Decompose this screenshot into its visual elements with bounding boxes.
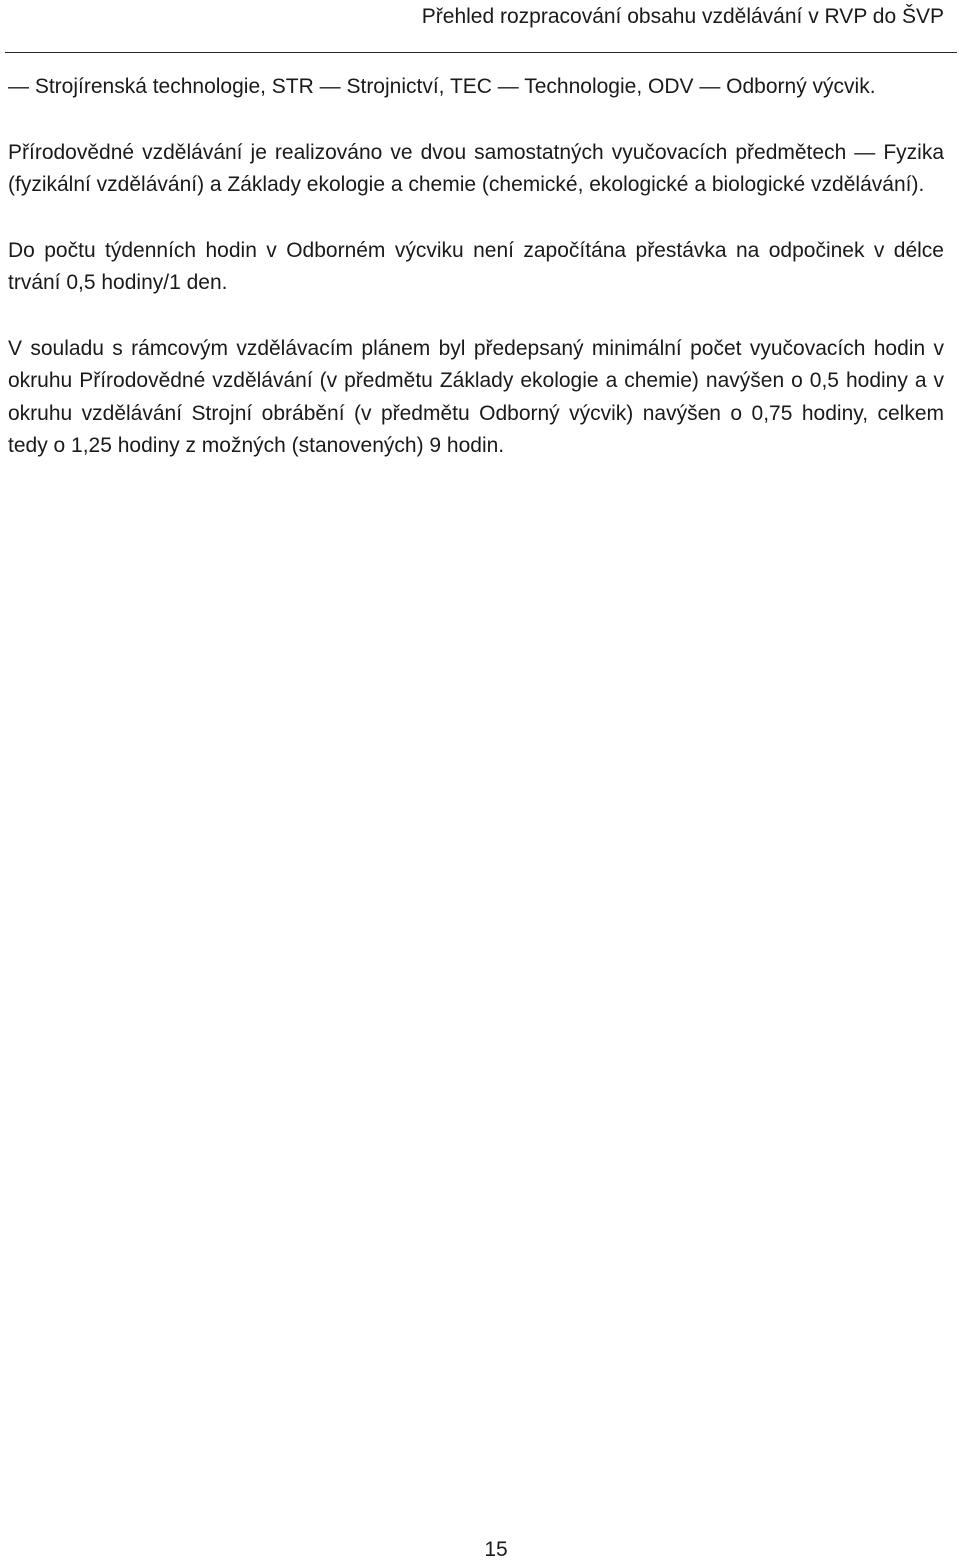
paragraph-curriculum-alignment: V souladu s rámcovým vzdělávacím plánem byl předepsaný minimální počet vyučovacích hodin v okruhu Přírodovědné vzdělávání (v předmětu Základy ekologie a chemie) navýšen o 0,5 hodiny a v okruhu vzdělávání Strojní obrábění (v předmětu Odborný výcvik) navýšen o 0,75 hodiny, celkem tedy o 1,25 hodiny z možných (stanovených) 9 hodin. [8,336,944,457]
paragraph-natural-science: Přírodovědné vzdělávání je realizováno ve dvou samostatných vyučovacích předmětech — Fyzika (fyzikální vzdělávání) a Základy ekologie a chemie (chemické, ekologické a biologické vzdělávání). [8,140,944,196]
header-divider [5,52,957,53]
page-number: 15 [484,1538,508,1561]
paragraph-subject-abbreviations: — Strojírenská technologie, STR — Strojnictví, TEC — Technologie, ODV — Odborný výcvik. [8,75,876,98]
page-header: Přehled rozpracování obsahu vzdělávání v RVP do ŠVP [421,5,944,28]
document-body [8,71,944,463]
paragraph-weekly-hours: Do počtu týdenních hodin v Odborném výcviku není započítána přestávka na odpočinek v délce trvání 0,5 hodiny/1 den. [8,238,944,294]
